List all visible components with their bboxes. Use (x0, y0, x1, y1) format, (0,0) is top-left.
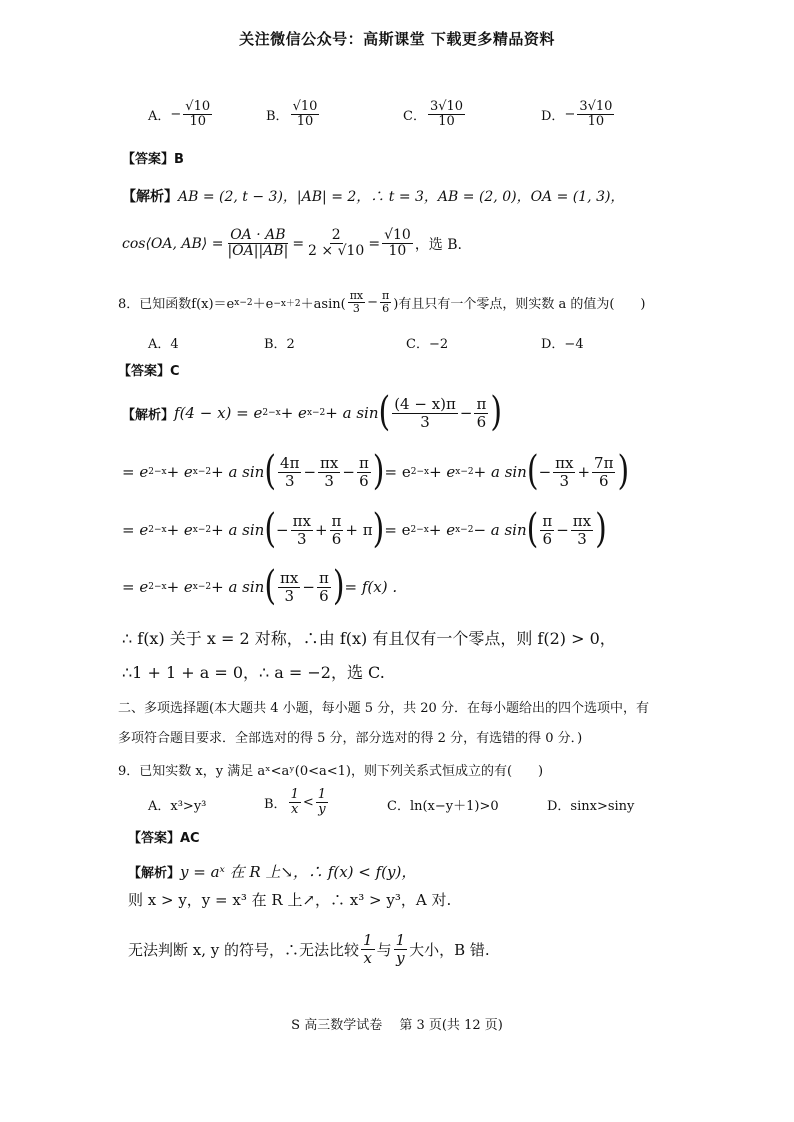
q9-analysis-line2: 则 x > y，y = x³ 在 R 上↗，∴ x³ > y³，A 对. (128, 891, 452, 909)
q8-conclusion-1: ∴ f(x) 关于 x = 2 对称，∴由 f(x) 有且仅有一个零点，则 f(2) > 0， (122, 629, 616, 648)
denominator: x (291, 802, 299, 818)
exponent: x−2 (192, 467, 212, 477)
section-2-intro-line1: 二、多项选择题(本大题共 4 小题，每小题 5 分，共 20 分．在每小题给出的四个选项中，有 (118, 701, 649, 716)
q8-analysis-line1 (122, 388, 503, 436)
option-fraction (291, 100, 320, 130)
exponent: x−2 (455, 467, 474, 477)
numerator: √10 (185, 99, 211, 114)
fraction (380, 290, 391, 315)
expression: + a sin (211, 521, 265, 539)
q9-answer: 【答案】AC (128, 831, 200, 846)
analysis-text: 与 (376, 940, 392, 959)
q8-option-c: C．−2 (406, 337, 449, 352)
fraction (348, 290, 365, 315)
denominator: 10 (189, 114, 206, 130)
denominator: 6 (542, 529, 553, 548)
minus: − (302, 578, 315, 596)
less-than: < (302, 795, 314, 811)
q8-analysis-line2 (122, 447, 630, 495)
exponent: x−2 (306, 408, 326, 418)
stem-text: )有且只有一个零点，则实数 a 的值为( ) (393, 297, 646, 313)
option-label: B． (264, 797, 287, 813)
numerator: π (318, 569, 329, 587)
right-paren: ) (595, 505, 607, 553)
right-paren: ) (617, 447, 630, 495)
q9-option-c: C．ln(x−y＋1)>0 (387, 799, 499, 814)
analysis-text: AB = (2, t − 3)，|AB| = 2，∴ t = 3，AB = (2, 0)，OA = (1, 3)， (178, 189, 625, 205)
left-paren: ( (526, 447, 539, 495)
numerator: π (382, 289, 390, 302)
expression: = e (122, 521, 149, 539)
q9-option-a: A．x³>y³ (148, 799, 207, 814)
expression: + e (166, 521, 193, 539)
right-paren: ) (490, 388, 503, 436)
numerator: π (476, 395, 487, 413)
denominator: 6 (598, 471, 609, 490)
plus-pi: + π (345, 521, 373, 539)
numerator: 7π (594, 454, 614, 472)
denominator: 6 (359, 471, 369, 490)
q7-analysis-line1 (122, 186, 624, 206)
denominator: 3 (420, 412, 430, 431)
expression: + a sin (211, 463, 265, 481)
fraction (361, 932, 375, 966)
expression: = f(x) . (344, 578, 398, 596)
numerator: 3√10 (429, 99, 464, 114)
fraction (291, 513, 313, 547)
fraction (357, 455, 371, 489)
analysis-text: 大小，B 错. (409, 940, 490, 959)
numerator: πx (292, 512, 311, 530)
expression: + a sin (473, 463, 527, 481)
minus: − (342, 463, 355, 481)
fraction (592, 455, 615, 489)
q8-option-a: A．4 (148, 337, 179, 352)
numerator: 3√10 (579, 99, 613, 114)
denominator: 3 (352, 302, 360, 316)
denominator: 10 (388, 243, 407, 260)
denominator: 6 (476, 412, 487, 431)
denominator: 6 (382, 302, 390, 316)
numerator: πx (555, 454, 574, 472)
option-label: B． (266, 109, 289, 125)
expression: f(4 − x) = e (174, 404, 263, 422)
expression: = e (384, 521, 411, 539)
fraction (382, 228, 413, 260)
expression: + a sin (325, 404, 379, 422)
denominator: 3 (559, 471, 570, 490)
denominator: x (363, 948, 373, 967)
exponent: 2−x (410, 525, 429, 535)
numerator: π (542, 512, 553, 530)
minus: − (538, 463, 552, 481)
right-paren: ) (372, 505, 385, 553)
fraction (394, 932, 408, 966)
numerator: πx (320, 454, 339, 472)
denominator: 6 (319, 586, 329, 605)
right-paren: ) (332, 562, 345, 610)
numerator: 2 (331, 227, 341, 243)
analysis-tag: 【解析】 (122, 407, 175, 423)
option-sign: − (564, 107, 576, 123)
analysis-text: 无法判断 x, y 的符号，∴无法比较 (128, 940, 360, 959)
numerator: π (358, 454, 369, 472)
option-label: A． (148, 109, 171, 125)
q7-analysis-line2 (122, 228, 462, 260)
expression: + e (166, 463, 193, 481)
exponent: −x＋2 (273, 299, 301, 310)
denominator: 10 (296, 114, 314, 130)
numerator: πx (572, 512, 592, 530)
minus: − (276, 521, 289, 539)
q8-option-d: D．−4 (541, 337, 584, 352)
fraction (289, 788, 301, 818)
q8-stem (118, 290, 646, 315)
left-paren: ( (264, 505, 277, 553)
denominator: 6 (331, 529, 342, 548)
exponent: 2−x (148, 467, 167, 477)
minus: − (556, 521, 569, 539)
denominator: |OA||AB| (227, 243, 289, 260)
numerator: √10 (384, 227, 411, 243)
q8-option-b: B．2 (264, 337, 295, 352)
stem-text: ＋e (252, 297, 274, 313)
left-paren: ( (264, 447, 277, 495)
expression: + e (428, 521, 456, 539)
numerator: πx (349, 289, 364, 302)
expression: + e (429, 463, 456, 481)
expression: + e (280, 404, 307, 422)
denominator: 3 (284, 471, 295, 490)
fraction (330, 513, 344, 547)
plus: + (314, 521, 328, 539)
numerator: 1 (363, 931, 373, 949)
q7-answer: 【答案】B (122, 152, 184, 167)
exponent: x−2 (192, 525, 212, 535)
minus: − (459, 404, 473, 422)
fraction (571, 513, 593, 547)
fraction (318, 455, 340, 489)
q9-option-b (264, 788, 330, 818)
minus: − (367, 295, 379, 311)
plus: + (577, 463, 591, 481)
option-sign: − (170, 107, 182, 123)
q9-stem: 9．已知实数 x，y 满足 aˣ<aʸ(0<a<1)，则下列关系式恒成立的有( ) (118, 764, 544, 779)
right-paren: ) (372, 447, 385, 495)
fraction (316, 788, 328, 818)
q7-option-b (266, 100, 321, 130)
cos-expression: cos⟨OA, AB⟩ = (122, 235, 224, 252)
option-fraction (183, 100, 212, 130)
q8-conclusion-2: ∴1 + 1 + a = 0，∴ a = −2，选 C. (122, 663, 385, 682)
fraction (540, 513, 554, 547)
equals: = (292, 235, 305, 252)
denominator: 2 × √10 (308, 243, 365, 260)
numerator: (4 − x)π (394, 395, 456, 413)
expression: + a sin (211, 578, 265, 596)
denominator: 3 (297, 529, 307, 548)
exponent: 2−x (262, 408, 281, 418)
exponent: 2−x (410, 467, 430, 477)
option-fraction (577, 100, 614, 130)
fraction (317, 570, 331, 604)
fraction (392, 396, 458, 430)
numerator: 1 (317, 787, 327, 802)
fraction (306, 228, 366, 260)
left-paren: ( (526, 505, 539, 553)
equals: = (368, 235, 381, 252)
numerator: π (331, 512, 342, 530)
numerator: 1 (290, 787, 299, 802)
left-paren: ( (378, 388, 391, 436)
exponent: 2−x (148, 525, 167, 535)
denominator: y (318, 802, 326, 818)
q9-option-d: D．sinx>siny (547, 799, 635, 814)
expression: − a sin (473, 521, 527, 539)
analysis-tag: 【解析】 (122, 189, 178, 205)
analysis-tag: 【解析】 (128, 866, 181, 881)
exponent: x−2 (192, 582, 212, 592)
numerator: πx (280, 569, 299, 587)
option-label: C． (403, 109, 426, 125)
fraction (278, 570, 300, 604)
analysis-text: y = aˣ 在 R 上↘，∴ f(x) < f(y)， (180, 863, 417, 881)
fraction (278, 455, 301, 489)
q8-analysis-line4 (122, 562, 398, 610)
numerator: 1 (395, 931, 406, 949)
expression: = e (122, 463, 149, 481)
denominator: 3 (284, 586, 294, 605)
denominator: y (396, 948, 405, 967)
q7-option-c (403, 100, 467, 130)
q8-answer: 【答案】C (118, 364, 180, 379)
q9-analysis-line3 (128, 932, 490, 966)
page-footer: S 高三数学试卷 第 3 页(共 12 页) (291, 1018, 503, 1033)
numerator: 4π (280, 454, 300, 472)
q8-analysis-line3 (122, 505, 607, 553)
expression: = e (384, 463, 411, 481)
denominator: 3 (324, 471, 334, 490)
option-label: D． (541, 109, 565, 125)
page-header: 关注微信公众号：高斯课堂 下载更多精品资料 (239, 30, 555, 48)
denominator: 10 (587, 114, 605, 130)
fraction (553, 455, 575, 489)
expression: + e (166, 578, 193, 596)
numerator: OA · AB (230, 227, 286, 243)
stem-text: 8．已知函数f(x)＝e (118, 297, 235, 313)
fraction (225, 228, 290, 260)
stem-text: ＋asin( (300, 297, 346, 313)
exponent: x−2 (455, 525, 474, 535)
q7-option-d (541, 100, 616, 130)
section-2-intro-line2: 多项符合题目要求．全部选对的得 5 分，部分选对的得 2 分，有选错的得 0 分．) (118, 731, 583, 746)
denominator: 10 (438, 114, 455, 130)
numerator: √10 (292, 99, 318, 114)
q9-analysis-line1 (128, 861, 416, 882)
conclusion-text: ，选 B. (414, 236, 463, 253)
expression: = e (122, 578, 149, 596)
exponent: x−2 (234, 297, 253, 308)
left-paren: ( (264, 562, 277, 610)
denominator: 3 (577, 529, 587, 548)
q7-option-a (148, 100, 214, 130)
minus: − (303, 463, 317, 481)
fraction (474, 396, 488, 430)
option-fraction (428, 100, 465, 130)
exponent: 2−x (148, 582, 167, 592)
